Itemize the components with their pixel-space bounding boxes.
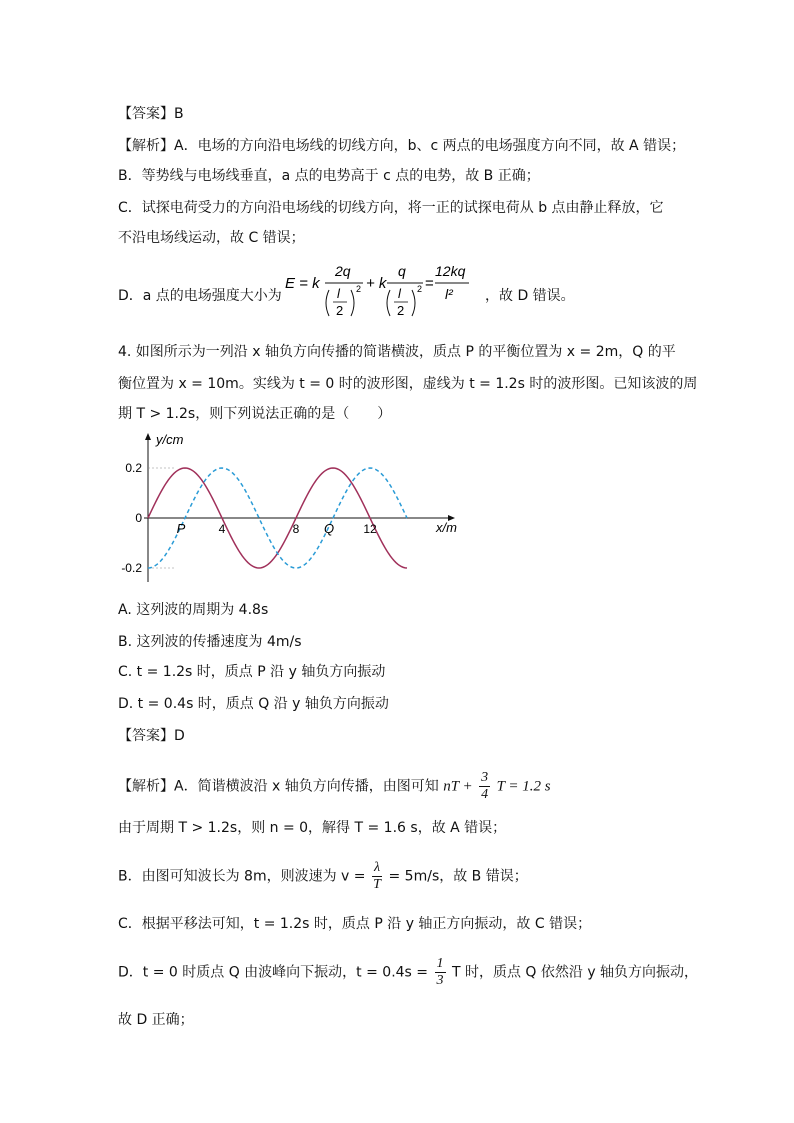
y-tick-label: 0.2 [125,461,142,475]
option-a[interactable]: A. 这列波的周期为 4.8s [118,602,269,618]
analysis-1-d-suffix: ，故 D 错误。 [485,288,575,304]
answer-2: 【答案】D [118,728,185,744]
analysis-2-c: C．根据平移法可知，t = 1.2s 时，质点 P 沿 y 轴正方向振动，故 C 错误； [118,916,592,932]
point-label-p: P [176,521,186,536]
analysis-2-d2: 故 D 正确； [118,1012,194,1028]
formula-two1: 2 [336,303,344,318]
formula-num2: q [398,263,406,279]
y-axis-label: y/cm [156,432,184,447]
analysis-2-a2: 由于周期 T > 1.2s，则 n = 0，解得 T = 1.6 s，故 A 错误； [118,820,507,836]
formula-sq2: 2 [417,284,423,294]
analysis-2-b [118,860,528,893]
y-axis-arrow [145,433,151,440]
formula-eq: = [425,275,434,292]
analysis-1-c2: 不沿电场线运动，故 C 错误； [118,230,305,246]
question-4-line-1: 4. 如图所示为一列沿 x 轴负方向传播的简谐横波，质点 P 的平衡位置为 x = 2m，Q 的平 [118,344,676,360]
fraction-one-third: $\frac{1}{3}$ [436,956,444,988]
y-tick-label: -0.2 [121,561,142,575]
analysis-2-a-mid: nT + [443,778,473,795]
analysis-1-d-prefix: D．a 点的电场强度大小为 [118,288,282,304]
analysis-2-b-prefix: B．由图可知波长为 8m，则波速为 v = [118,868,366,885]
formula-l1: l [337,286,340,301]
formula-num3: 12kq [435,263,466,279]
analysis-2-d-prefix: D．t = 0 时质点 Q 由波峰向下振动，t = 0.4s = [118,964,429,981]
x-tick-label: 8 [292,522,300,536]
analysis-2-d [118,956,698,989]
question-4-line-3: 期 T > 1.2s，则下列说法正确的是（ ） [118,406,392,422]
option-c[interactable]: C. t = 1.2s 时，质点 P 沿 y 轴负方向振动 [118,664,386,680]
formula-two2: 2 [397,303,405,318]
analysis-1-c1: C．试探电荷受力的方向沿电场线的切线方向，将一正的试探电荷从 b 点由静止释放，它 [118,200,664,216]
option-b[interactable]: B. 这列波的传播速度为 4m/s [118,634,302,650]
analysis-1-b: B．等势线与电场线垂直，a 点的电势高于 c 点的电势，故 B 正确； [118,168,540,184]
analysis-2-a [118,770,551,803]
point-label-q: Q [323,521,335,536]
analysis-2-b-suffix: = 5m/s，故 B 错误； [388,868,528,885]
question-4-line-2: 衡位置为 x = 10m。实线为 t = 0 时的波形图，虚线为 t = 1.2s 时的波形图。已知该波的周 [118,376,698,392]
formula-num1: 2q [335,263,351,279]
field-strength-formula [285,262,485,332]
wave-chart [118,432,468,591]
y-tick-label: 0 [135,511,142,525]
x-tick-label: 4 [218,522,226,536]
analysis-2-a-prefix: 【解析】A．简谐横波沿 x 轴负方向传播，由图可知 [118,778,439,795]
wave-chart-svg [118,432,468,587]
formula-den3: l² [445,286,453,302]
formula-l2: l [398,286,401,301]
analysis-2-a-suffix: T = 1.2 s [496,778,551,795]
fraction-three-quarters: $\frac{3}{4}$ [481,770,489,802]
analysis-2-d-suffix: T 时，质点 Q 依然沿 y 轴负方向振动， [451,964,699,981]
answer-1: 【答案】B [118,106,184,122]
fraction-lambda-over-t: $\frac{\lambda}{T}$ [373,860,381,892]
formula-plus: + k [366,275,387,292]
analysis-1-a: 【解析】A．电场的方向沿电场线的切线方向，b、c 两点的电场强度方向不同，故 A 错误； [118,138,686,154]
x-tick-label: 12 [363,522,377,536]
formula-sq1: 2 [356,284,362,294]
option-d[interactable]: D. t = 0.4s 时，质点 Q 沿 y 轴负方向振动 [118,696,389,712]
x-axis-label: x/m [436,520,457,535]
formula-e: E = k [285,275,320,292]
